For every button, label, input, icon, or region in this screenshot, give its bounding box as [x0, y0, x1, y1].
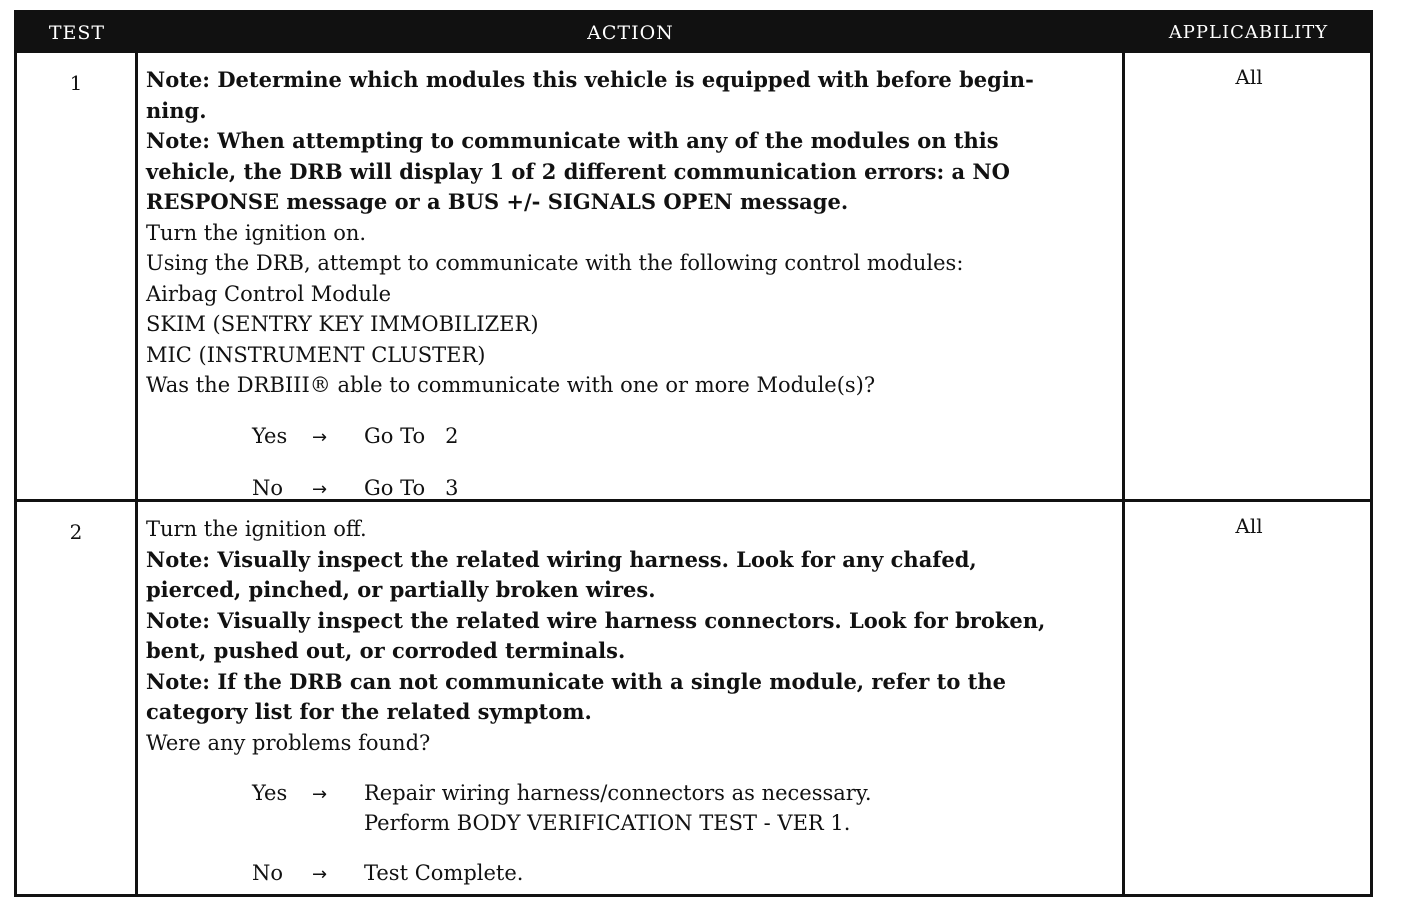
instruction-line: SKIM (SENTRY KEY IMMOBILIZER) — [146, 312, 539, 336]
action-cell — [146, 514, 1116, 890]
arrow-icon: → — [312, 478, 328, 500]
header-action: ACTION — [587, 22, 674, 44]
question-line: Were any problems found? — [146, 730, 431, 755]
note-line: Note: Determine which modules this vehicle is equipped with before begin- — [146, 67, 1034, 92]
no-label: No — [252, 861, 284, 885]
arrow-icon: → — [312, 784, 328, 805]
note-line: RESPONSE message or a BUS +/- SIGNALS OPEN message. — [146, 189, 849, 214]
no-result: Go To 3 — [364, 475, 459, 500]
note-line: ning. — [146, 97, 207, 123]
no-label: No — [252, 475, 284, 500]
table-row — [17, 53, 1370, 499]
header-applicability: APPLICABILITY — [1168, 22, 1329, 43]
test-number: 2 — [69, 520, 83, 544]
yes-answer — [252, 421, 1116, 453]
no-answer — [252, 473, 1116, 505]
instruction-line: MIC (INSTRUMENT CLUSTER) — [146, 342, 486, 367]
yes-result — [364, 778, 872, 838]
applicability-value: All — [1235, 65, 1263, 89]
action-cell — [146, 65, 1116, 505]
arrow-icon: → — [312, 864, 328, 885]
no-result: Test Complete. — [364, 861, 524, 885]
diagnostic-test-table — [14, 10, 1373, 897]
instruction-line: Airbag Control Module — [146, 281, 392, 306]
arrow-icon: → — [312, 426, 328, 448]
table-header — [17, 13, 1370, 53]
instruction-line: Using the DRB, attempt to communicate with the following control modules: — [146, 251, 964, 275]
yes-label: Yes — [252, 423, 288, 448]
note-line: Note: Visually inspect the related wire harness connectors. Look for broken, — [146, 607, 1046, 633]
note-line: Note: When attempting to communicate with any of the modules on this — [146, 128, 999, 153]
no-answer — [252, 858, 1116, 890]
note-line: Note: If the DRB can not communicate with a single module, refer to the — [146, 668, 1006, 694]
applicability-value: All — [1235, 514, 1263, 538]
instruction-line: Turn the ignition on. — [146, 220, 367, 245]
yes-result: Go To 2 — [364, 423, 459, 448]
note-line: vehicle, the DRB will display 1 of 2 different communication errors: a NO — [146, 158, 1010, 184]
instruction-line: Turn the ignition off. — [146, 517, 367, 541]
yes-answer — [252, 778, 1116, 838]
table-row — [17, 502, 1370, 894]
header-test: TEST — [48, 22, 106, 44]
question-line: Was the DRBIII® able to communicate with one or more Module(s)? — [146, 373, 876, 397]
yes-result-line: Perform BODY VERIFICATION TEST - VER 1. — [364, 811, 851, 835]
note-line: Note: Visually inspect the related wiring harness. Look for any chafed, — [146, 546, 977, 572]
yes-result-line: Repair wiring harness/connectors as necessary. — [364, 781, 872, 805]
note-line: bent, pushed out, or corroded terminals. — [146, 638, 626, 663]
note-line: pierced, pinched, or partially broken wires. — [146, 577, 656, 602]
test-number: 1 — [69, 71, 83, 95]
yes-label: Yes — [252, 781, 288, 805]
note-line: category list for the related symptom. — [146, 699, 592, 724]
